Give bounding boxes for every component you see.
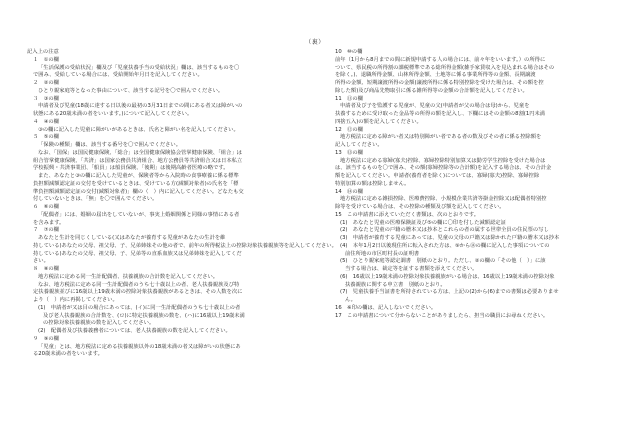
instruction-line: 当する場合は、裁定等を証する書類を添えてください。	[345, 266, 478, 272]
instruction-line: 「配偶者」には、婚姻の届出をしていないが、事実上婚姻関係と同様の事情にある者	[38, 211, 240, 218]
instruction-line: 持している)あなたの父母、祖父母、子、兄弟等の直系血族又は兄弟姉妹を記入してくだ	[33, 250, 242, 257]
instruction-line: (1) あなたと児童の医療保険証及び⑤の欄に〇印を付した減額認定証	[340, 219, 506, 226]
instruction-line: 前年（1月から8月までの間に新規申請する人の場合には、前々年をいいます。）の所得に	[335, 56, 546, 63]
instruction-line: ん。	[345, 297, 356, 303]
instruction-line: 所得の金額、短期譲渡所得の金額(譲渡所得に係る特別控除を受けた場合は、その額を控	[335, 80, 544, 86]
instructions-left-column	[27, 49, 337, 359]
instruction-line: なお、「国保」は国民健康保険、「総合」は全国健康保険協会管掌健康保険、「組合」は	[38, 149, 242, 156]
instruction-line: 申請者及び子を監護する児童が、児童の父(申請者が父の場合は母)から、児童を	[340, 103, 530, 110]
instruction-line: 地方税法に定める雑損控除、医療費控除、小規模企業共済等掛金控除又は配偶者特別控	[340, 196, 547, 203]
instruction-line: 17 この申請書について分からないことがありましたら、担当の職員にお尋ねください。	[335, 312, 549, 319]
instruction-line: 記入してください。	[335, 142, 383, 148]
instruction-line: 16 ※印の欄は、記入しないでください。	[335, 304, 437, 311]
instruction-line: ７ ⑦の欄	[33, 227, 59, 234]
instruction-line: 「児童」とは、地方税法に定める扶養親族以外の18歳未満の者又は障がいの状態にあ	[38, 343, 241, 350]
instruction-line: 地方税法に定める障がい者又は特別障がい者である者の数及びその者に係る控除額を	[340, 134, 542, 141]
instruction-line: 組合管掌健康保険、「共済」は国家公務員共済組合、地方公務員等共済組合又は日本私立	[33, 157, 243, 164]
instruction-line: の控除対象扶養親族の数を記入してください。	[43, 320, 155, 327]
instruction-line: 10 ⑩の欄	[335, 49, 363, 55]
instruction-line: 15 この申請書に添えていただく書類は、次のとおりです。	[335, 211, 480, 218]
instruction-line: 申請者及び児童(18歳に達する日以後の最初の3月31日までの間にある者又は障がいの	[38, 103, 243, 110]
instruction-line: ６ ⑥の欄	[33, 204, 59, 210]
instruction-line: ③の欄に記入した児童に障がいがあるときは、氏名と障がい名を記入してください。	[38, 126, 239, 133]
page-side-mark: （裏）	[305, 39, 325, 46]
instruction-line: は、該当するものを〇で囲み、その額(寡婦控除等の合計額)を記入する場合は、その合計金	[335, 165, 552, 172]
instruction-line: ５ ⑤の欄	[33, 134, 59, 141]
instruction-line: (5) ひとり親家庭等認定調書 別紙のとおり。ただし、②の欄の「その他（ ）」に該	[340, 258, 546, 265]
instruction-line: １ ①の欄	[33, 56, 59, 63]
instruction-line: (3) 申請者が養育する児童にあっては、児童の父母の戸籍又は除かれた戸籍の謄本又は抄本	[340, 235, 560, 241]
instruction-line: ２ ②の欄	[33, 80, 59, 86]
instruction-line: (1) 申請者が又は目の場合にあっては、(イ)に同一生計配偶者のうち七十歳以上の者	[38, 304, 241, 311]
instruction-line: 地方税法に定める同一生計配偶者、扶養親族の合計数を記入してください。	[38, 273, 219, 280]
instruction-line: 地方税法に定める寡婦(寡夫)控除、寡婦控除特別加算又は勤労学生控除を受けた場合は	[340, 157, 546, 164]
instruction-line: 特別加算の額は控除しません。	[335, 180, 410, 187]
instruction-line: 状態にある20歳未満の者をいいます。)について記入してください。	[33, 111, 193, 117]
instruction-line: (4) 本年1月2日以後現住所に転入された方は、⑨から⑭の欄に記入した事項についての	[340, 242, 550, 249]
instruction-line: (6) 16歳以上19歳未満の控除対象扶養親族がいる場合は、16歳以上19歳未満の控除対象	[340, 273, 555, 280]
instruction-line: 扶養親族に関する申立書 別紙のとおり。	[345, 281, 446, 288]
instruction-line: る20歳未満の者をいいます。	[33, 351, 103, 358]
instruction-line: を含みます。	[33, 219, 65, 226]
instruction-line: また、あなたと③の欄に記入した児童が、保険者等から入院時の食事療養に係る標準	[38, 173, 239, 179]
instruction-line: さい。	[33, 258, 49, 265]
instruction-line: 13 ⑬の欄	[335, 149, 363, 156]
instruction-line: 除等を受けている場合は、その控除の種類及び額を記入してください。	[335, 204, 505, 210]
instructions-right-column	[329, 49, 619, 320]
instruction-line: 四捨五入)の額を記入してください。	[335, 118, 422, 125]
instruction-line: より（ ）内に再掲してください。	[33, 297, 118, 303]
instruction-line: (7) 児童扶養手当証書を所持されている方は、上記の(2)から(6)までの書類は必要ありませ	[340, 289, 559, 296]
instruction-line: あなたと生計を同じくしている(又はあなたが養育する児童があなたの生計を維	[38, 235, 226, 241]
instruction-line: ３ ③の欄	[33, 95, 59, 102]
instruction-line: 除した額)及び商品先物取引に係る雑所得等の金額の合計額を記入してください。	[335, 87, 528, 94]
instruction-line: ９ ⑨の欄	[33, 335, 59, 342]
instruction-line: 及び老人扶養親族の合計数を、(ロ)に特定扶養親族の数を、(ハ)に16歳以上19歳未満	[43, 312, 245, 319]
instruction-line: ８ ⑧の欄	[33, 266, 59, 272]
instruction-line: 14 ⑭の欄	[335, 188, 363, 195]
instruction-line: 「生活保護の受給状況」欄及び「児童扶養手当の受給状況」欄は、該当するものを〇	[38, 64, 240, 71]
instruction-line: ついて、県民税の所得割の課税標準である総所得金額(雑手家賃収入を見込まれる場合はその	[335, 64, 555, 71]
instruction-line: 記入上の注意	[27, 49, 59, 55]
instruction-line: 額を記入してください。申請者(養育者を除く)については、寡婦(寡夫)控除、寡婦控除	[335, 173, 540, 179]
instruction-line: で囲み、受給している場合には、受給開始年月日を記入してください。	[33, 72, 203, 79]
instruction-line: 付していないときは、「無」を〇で囲んでください。	[33, 196, 158, 203]
instruction-line: なお、地方税法に定める同一生計配偶者のうち七十歳以上の者、老人扶養親族及び特	[38, 281, 240, 288]
instruction-line: 11 ⑪の欄	[335, 95, 363, 102]
instruction-line: 定扶養親族並びに16歳以上19歳未満の控除対象扶養親族があるときは、その人数を次に	[33, 289, 243, 296]
instruction-line: 扶養するために受け取った金品等の所得の額を記入し、下欄にはその金額の8割(1円未満	[335, 111, 546, 117]
instruction-line: 12 ⑫の欄	[335, 126, 363, 133]
instruction-line: (2) あなたと児童の戸籍の謄本又は抄本とこれらの者の属する世帯全員の住民票の写し	[340, 227, 549, 234]
instruction-line: (2) 配偶者及び扶養義務者については、老人扶養親族の数を記入してください。	[38, 328, 231, 334]
instruction-line: 負担額減額認定証の交付を受けているときは、受けている方(減額対象者)の氏名を「標	[33, 180, 239, 187]
instruction-line: ４ ④の欄	[33, 118, 59, 125]
instruction-line: を除く。)、退職所得金額、山林所得金額、土地等に係る事業所得等の金額、長期譲渡	[335, 72, 536, 79]
instruction-line: 学校振興・共済事業団、「船員」は船員保険、「後期」は後期高齢者医療の略です。	[33, 165, 229, 172]
instruction-line: 持している)あなたの父母、祖父母、子、兄弟姉妹その他の者で、前年の所得税法上の控除対象扶養親族等を記入してください。	[33, 242, 337, 249]
instruction-line: 「保険の種類」欄は、該当する番号を〇で囲んでください。	[38, 142, 182, 148]
instruction-line: ひとり親家庭等となった事由について、該当する記号を〇で囲んでください。	[38, 87, 224, 94]
instruction-line: 前住所地の市区町村長の証明書	[345, 250, 420, 257]
instruction-line: 準負担額減額認定証の交付(減額対象者)」欄の（ ）内に記入してください。どなたも交	[33, 188, 244, 195]
